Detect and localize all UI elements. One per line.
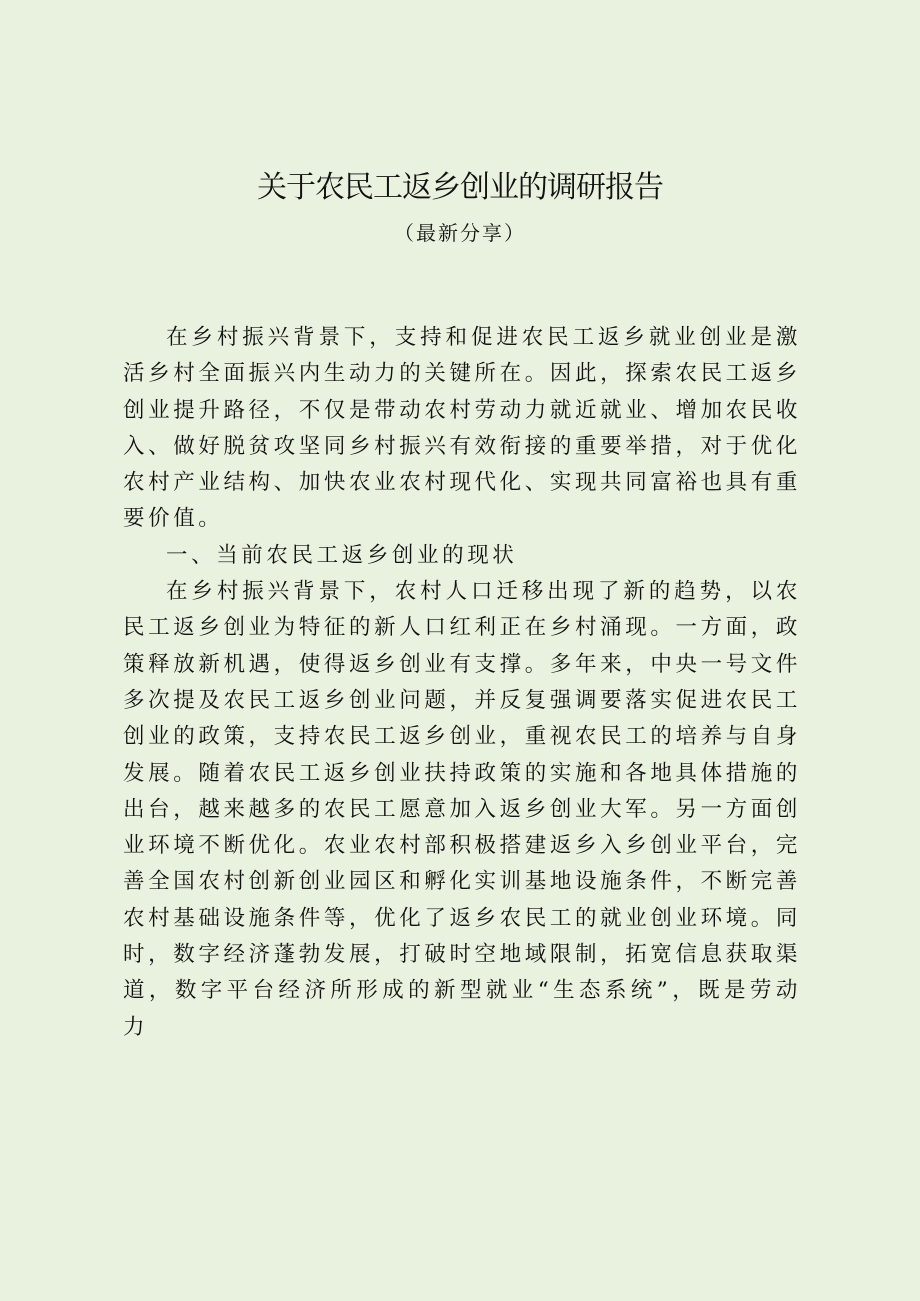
paragraph-current-status: 在乡村振兴背景下，农村人口迁移出现了新的趋势，以农民工返乡创业为特征的新人口红利正在乡村涌现。一方面，政策释放新机遇，使得返乡创业有支撑。多年来，中央一号文件多次提及农民工返乡创业问题，并反复强调要落实促进农民工创业的政策，支持农民工返乡创业，重视农民工的培养与自身发展。随着农民工返乡创业扶持政策的实施和各地具体措施的出台，越来越多的农民工愿意加入返乡创业大军。另一方面创业环境不断优化。农业农村部积极搭建返乡入乡创业平台，完善全国农村创新创业园区和孵化实训基地设施条件，不断完善农村基础设施条件等，优化了返乡农民工的就业创业环境。同时，数字经济蓬勃发展，打破时空地域限制，拓宽信息获取渠道，数字平台经济所形成的新型就业“生态系统”，既是劳动力 bbox=[123, 579, 801, 1040]
document-title: 关于农民工返乡创业的调研报告 bbox=[257, 170, 663, 205]
section-heading: 一、当前农民工返乡创业的现状 bbox=[166, 542, 518, 568]
paragraph-intro: 在乡村振兴背景下，支持和促进农民工返乡就业创业是激活乡村全面振兴内生动力的关键所在。因此，探索农民工返乡创业提升路径，不仅是带动农村劳动力就近就业、增加农民收入、做好脱贫攻坚同乡村振兴有效衔接的重要举措，对于优化农村产业结构、加快农业农村现代化、实现共同富裕也具有重要价值。 bbox=[123, 325, 801, 532]
document-subtitle: （最新分享） bbox=[394, 221, 526, 245]
document-body bbox=[123, 320, 801, 1046]
